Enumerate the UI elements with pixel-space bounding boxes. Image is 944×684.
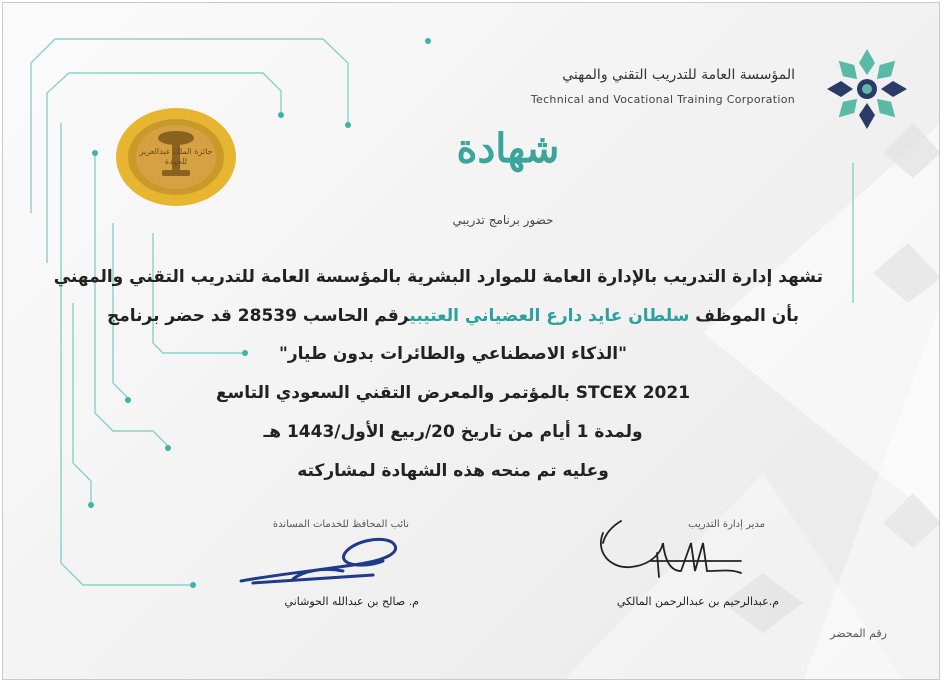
signature-right-name: م.عبدالرحيم بن عبدالرحمن المالكي: [616, 595, 779, 608]
certificate-line-6: وعليه تم منحه هذه الشهادة لمشاركته: [297, 461, 609, 481]
organization-name-english: Technical and Vocational Training Corporation: [530, 93, 795, 106]
signature-right-title: مدير إدارة التدريب: [688, 519, 765, 530]
signature-left-mark: [233, 531, 413, 591]
certificate-line-4: STCEX 2021 بالمؤتمر والمعرض التقني السعودي التاسع: [215, 383, 691, 403]
program-name: "الذكاء الاصطناعي والطائرات بدون طيار": [279, 344, 627, 364]
employee-name: سلطان عايد دارع العضياني العتيبي: [409, 306, 690, 326]
tvtc-logo-icon: [821, 43, 913, 135]
certificate-frame: [2, 2, 940, 680]
signature-left-name: م. صالح بن عبدالله الحوشاني: [284, 595, 419, 608]
certificate-line-2: [83, 306, 823, 326]
seal-text: جائزة الملك عبدالعزيز للجودة: [139, 146, 213, 166]
certificate-line-5: ولمدة 1 أيام من تاريخ 20/ربيع الأول/1443 هـ: [263, 422, 643, 442]
record-number-label: رقم المحضر: [830, 627, 887, 640]
organization-name-arabic: المؤسسة العامة للتدريب التقني والمهني: [562, 67, 795, 83]
certificate-subtitle: حضور برنامج تدريبي: [452, 213, 554, 227]
signature-left-title: نائب المحافظ للخدمات المساندة: [272, 519, 409, 530]
certificate-line-1: تشهد إدارة التدريب بالإدارة العامة للموارد البشرية بالمؤسسة العامة للتدريب التقني والمهني: [53, 267, 823, 287]
line2-suffix: رقم الحاسب 28539 قد حضر برنامج: [107, 306, 410, 326]
signature-right-mark: [591, 513, 751, 585]
line2-prefix: بأن الموظف: [695, 306, 799, 326]
certificate-title: شهادة: [456, 125, 560, 172]
signature-left-title-block: [209, 519, 409, 530]
